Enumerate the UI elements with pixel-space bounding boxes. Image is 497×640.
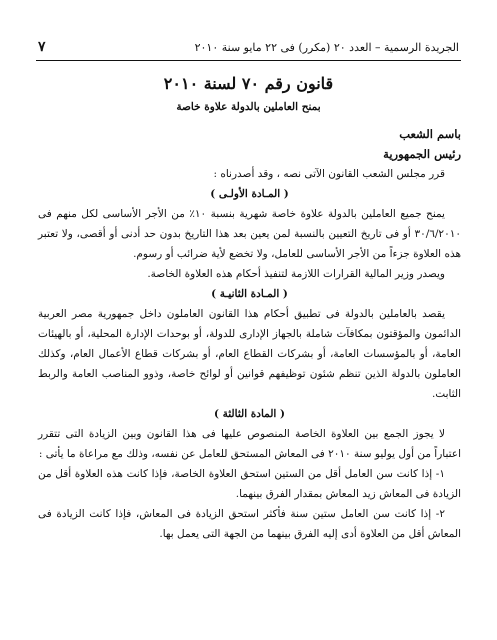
law-body (38, 124, 461, 544)
article-3-item: ٢- إذا كانت سن العامل ستين سنة فأكثر استحق الزيادة فى المعاش، فإذا كانت الزيادة فى المعاش أقل من العلاوة أدى إليه الفرق بينهما من الجهة التى يعمل بها. (38, 508, 461, 540)
article-3-item: ١- إذا كانت سن العامل أقل من الستين استحق العلاوة الخاصة، فإذا كانت هذه العلاوة أقل من الزيادة فى المعاش زيد المعاش بمقدار الفرق بينهما. (38, 468, 461, 500)
article-3-paragraph: لا يجوز الجمع بين العلاوة الخاصة المنصوص عليها فى هذا القانون وبين الزيادة التى تتقرر اعتباراً من أول يوليو سنة ٢٠١٠ فى المعاش المستحق للعامل عن نفسه، وذلك مع مراعاة ما يأتى : (38, 428, 461, 460)
article-3-heading: ( المادة الثالثة ) (214, 408, 285, 420)
article-2-heading: ( المـادة الثانيـة ) (211, 288, 288, 300)
article-2-paragraph: يقصد بالعاملين بالدولة فى تطبيق أحكام هذا القانون العاملون داخل جمهورية مصر العربية الدائمون والمؤقتون بمكافآت شاملة بالجهاز الإدارى للدولة، أو بوحدات الإدارة المحلية، أو بالهيئات العامة، أو بالمؤسسات العامة، أو بشركات القطاع العام، أو بشركات قطاع الأعمال العام، وكذلك العاملون بالدولة الذين تنظم شئون توظيفهم قوانين أو لوائح خاصة، وذوو المناصب العامة والربط الثابت. (38, 308, 461, 400)
page-number: ٧ (38, 39, 46, 55)
preamble-president: رئيس الجمهورية (383, 147, 461, 161)
law-title: قانون رقم ٧٠ لسنة ٢٠١٠ (163, 74, 334, 93)
header-rule (36, 60, 461, 61)
article-1-paragraph: ويصدر وزير المالية القرارات اللازمة لتنفيذ أحكام هذه العلاوة الخاصة. (147, 268, 445, 280)
running-title: الجريدة الرسمية – العدد ٢٠ (مكرر) فى ٢٢ مايو سنة ٢٠١٠ (194, 40, 459, 54)
preamble-enactment: قرر مجلس الشعب القانون الآتى نصه ، وقد أصدرناه : (213, 168, 445, 180)
preamble-people: باسم الشعب (399, 127, 461, 141)
page-header (38, 36, 459, 58)
law-subtitle: بمنح العاملين بالدولة علاوة خاصة (176, 101, 321, 113)
article-1-heading: ( المـادة الأولـى ) (210, 188, 289, 200)
article-1-paragraph: يمنح جميع العاملين بالدولة علاوة خاصة شهرية بنسبة ١٠٪ من الأجر الأساسى لكل منهم فى ٣٠/٦/٢٠١٠ أو فى تاريخ التعيين بالنسبة لمن يعين بعد هذا التاريخ بدون حد أدنى أو أقصى، ولا تعتبر هذه العلاوة جزءاً من الأجر الأساسى للعامل، ولا تخضع لأية ضرائب أو رسوم. (38, 208, 461, 260)
